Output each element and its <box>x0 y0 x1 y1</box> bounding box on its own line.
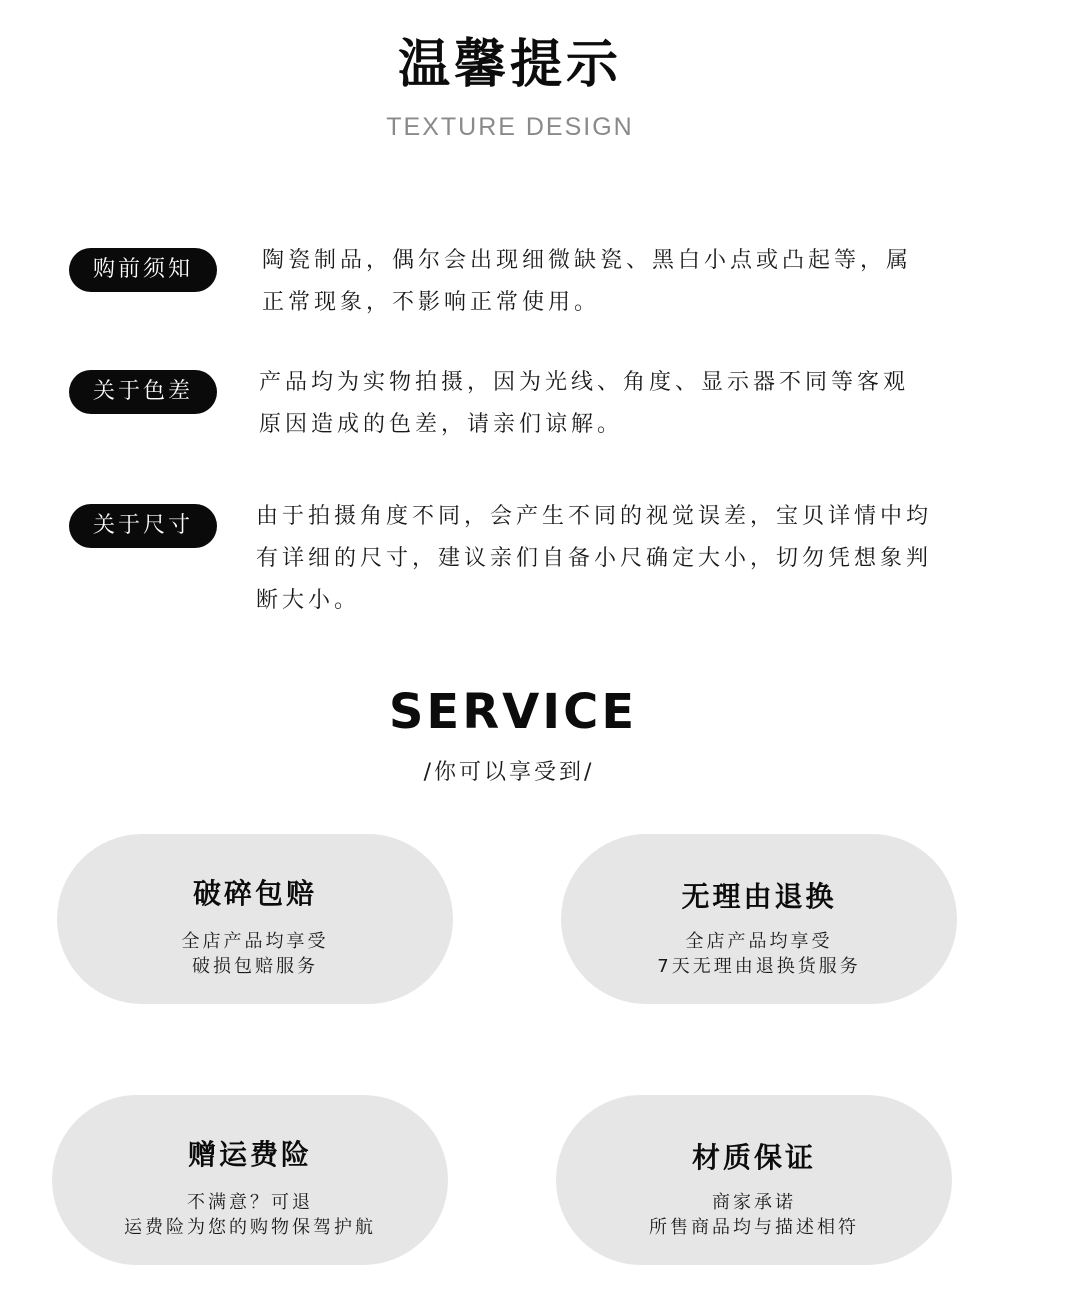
page-subtitle: TEXTURE DESIGN <box>386 113 634 141</box>
notice-text-line: 有详细的尺寸，建议亲们自备小尺确定大小，切勿凭想象判 <box>256 546 933 571</box>
page-title: 温馨提示 <box>397 35 622 95</box>
notice-text <box>256 496 932 622</box>
service-subtitle: /你可以享受到/ <box>423 760 595 785</box>
notice-text-line: 正常现象，不影响正常使用。 <box>262 290 601 315</box>
notice-label-badge: 购前须知 <box>69 248 217 292</box>
notice-label-badge: 关于色差 <box>69 370 217 414</box>
notice-text-line: 断大小。 <box>256 588 361 613</box>
service-card-title: 破碎包赔 <box>192 877 317 910</box>
notice-text <box>262 240 912 324</box>
notice-text-line: 陶瓷制品，偶尔会出现细微缺瓷、黑白小点或凸起等，属 <box>262 248 913 273</box>
notice-label-badge: 关于尺寸 <box>69 504 217 548</box>
notice-text-line: 原因造成的色差，请亲们谅解。 <box>259 412 624 437</box>
service-card-title: 无理由退换 <box>681 880 837 913</box>
notice-text-line: 产品均为实物拍摄，因为光线、角度、显示器不同等客观 <box>259 370 910 395</box>
service-card-breakage <box>57 834 453 1004</box>
service-card-line: 商家承诺 <box>712 1192 796 1213</box>
service-card-shipping-insurance <box>52 1095 448 1265</box>
service-card-line: 运费险为您的购物保驾护航 <box>124 1217 376 1238</box>
service-card-line: 不满意？可退 <box>187 1192 313 1213</box>
service-title: SERVICE <box>388 684 638 740</box>
service-card-line: 破损包赔服务 <box>192 956 318 977</box>
service-card-line: 全店产品均享受 <box>181 931 329 952</box>
service-card-line: 7天无理由退换货服务 <box>657 956 861 977</box>
service-card-material <box>556 1095 952 1265</box>
service-card-line: 全店产品均享受 <box>685 931 833 952</box>
service-card-return <box>561 834 957 1004</box>
service-card-title: 材质保证 <box>691 1141 816 1174</box>
notice-text-line: 由于拍摄角度不同，会产生不同的视觉误差，宝贝详情中均 <box>256 504 933 529</box>
notice-text <box>259 362 909 446</box>
service-card-title: 赠运费险 <box>187 1138 312 1171</box>
service-card-line: 所售商品均与描述相符 <box>649 1217 859 1238</box>
